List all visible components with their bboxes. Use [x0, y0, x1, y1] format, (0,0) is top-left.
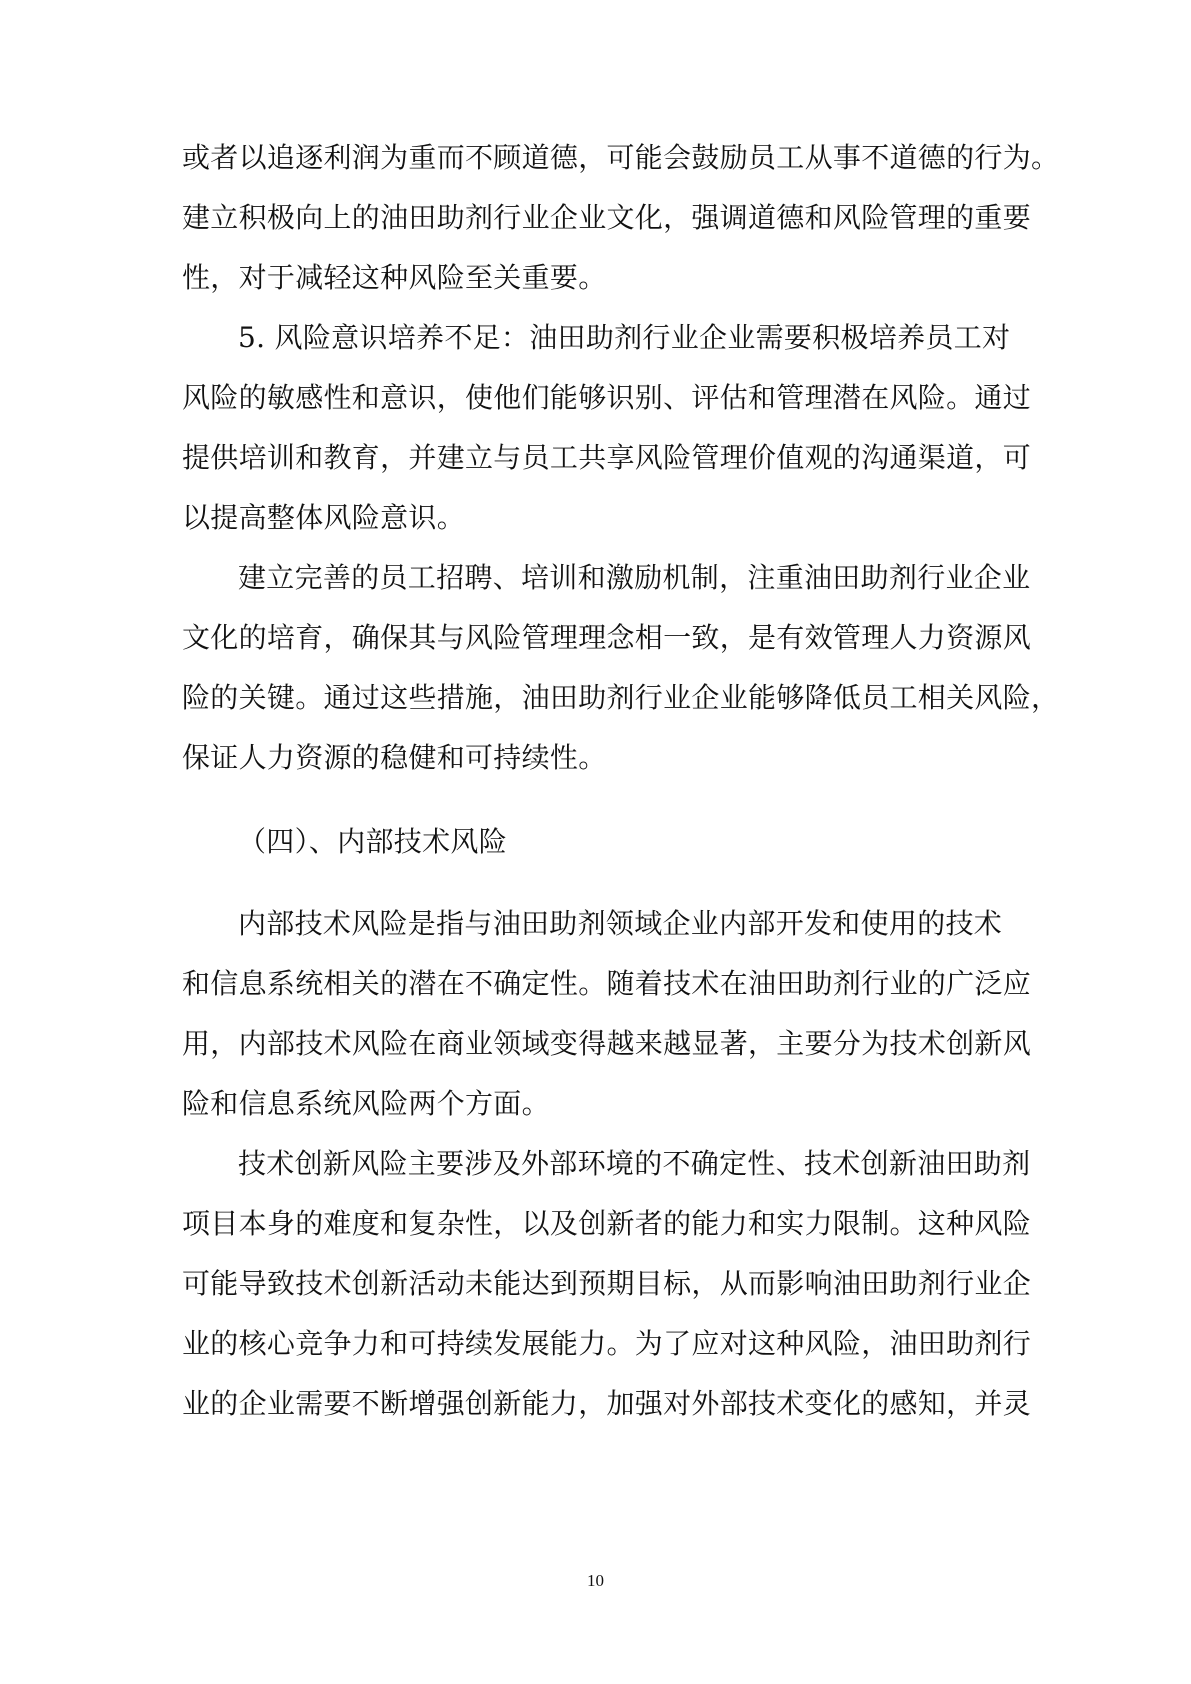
body-text-line: 5. 风险意识培养不足：油田助剂行业企业需要积极培养员工对: [238, 321, 1011, 354]
body-text-line: 保证人力资源的稳健和可持续性。: [182, 741, 607, 774]
page-number: 10: [587, 1571, 604, 1590]
body-text-line: 技术创新风险主要涉及外部环境的不确定性、技术创新油田助剂: [238, 1147, 1031, 1180]
body-text-line: 风险的敏感性和意识，使他们能够识别、评估和管理潜在风险。通过: [182, 381, 1032, 414]
body-text-line: 业的核心竞争力和可持续发展能力。为了应对这种风险，油田助剂行: [182, 1327, 1032, 1360]
body-text-line: 建立积极向上的油田助剂行业企业文化，强调道德和风险管理的重要: [182, 201, 1032, 234]
body-text-line: 业的企业需要不断增强创新能力，加强对外部技术变化的感知，并灵: [182, 1387, 1032, 1420]
body-text-line: 险的关键。通过这些措施，油田助剂行业企业能够降低员工相关风险，: [182, 681, 1060, 714]
body-text-line: 险和信息系统风险两个方面。: [182, 1087, 550, 1120]
body-text-line: 文化的培育，确保其与风险管理理念相一致，是有效管理人力资源风: [182, 621, 1032, 654]
body-text-line: 可能导致技术创新活动未能达到预期目标，从而影响油田助剂行业企: [182, 1267, 1032, 1300]
body-text-line: 项目本身的难度和复杂性，以及创新者的能力和实力限制。这种风险: [182, 1207, 1032, 1240]
body-text-line: 建立完善的员工招聘、培训和激励机制，注重油田助剂行业企业: [238, 561, 1031, 594]
body-text-line: 性，对于减轻这种风险至关重要。: [182, 261, 607, 294]
body-text-line: 内部技术风险是指与油田助剂领域企业内部开发和使用的技术: [238, 907, 1003, 940]
body-text-line: 以提高整体风险意识。: [182, 501, 466, 534]
body-text-line: 用，内部技术风险在商业领域变得越来越显著，主要分为技术创新风: [182, 1027, 1032, 1060]
body-text-line: 提供培训和教育，并建立与员工共享风险管理价值观的沟通渠道，可: [182, 441, 1032, 474]
body-text-line: 和信息系统相关的潜在不确定性。随着技术在油田助剂行业的广泛应: [182, 967, 1032, 1000]
body-text-line: 或者以追逐利润为重而不顾道德，可能会鼓励员工从事不道德的行为。: [182, 141, 1060, 174]
section-heading: （四）、内部技术风险: [238, 825, 508, 858]
